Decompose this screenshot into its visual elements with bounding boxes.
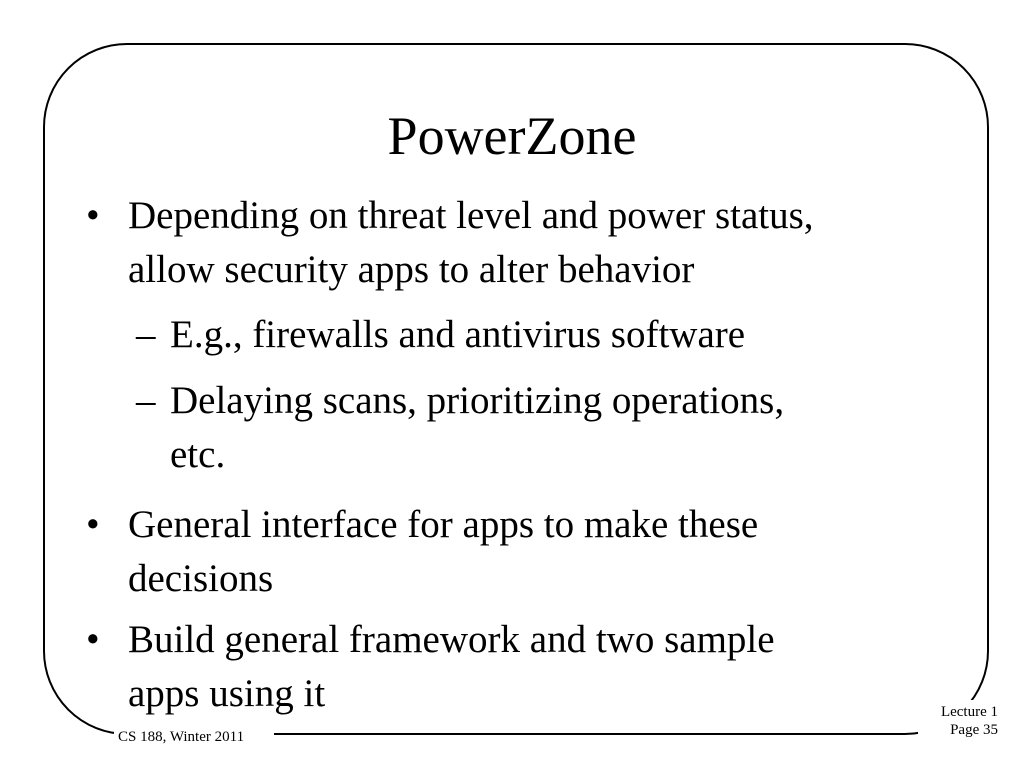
footer-lecture: Lecture 1: [940, 704, 998, 720]
sub-bullet-line: Delaying scans, prioritizing operations,: [170, 379, 785, 422]
bullet-mark: •: [86, 194, 100, 237]
sub-bullet-text: [170, 374, 784, 482]
sub-bullet-text: [170, 308, 745, 362]
sub-bullet-line: etc.: [170, 433, 226, 476]
footer-course: CS 188, Winter 2011: [118, 729, 245, 745]
bullet-text: [128, 498, 758, 606]
sub-bullet-line: E.g., firewalls and antivirus software: [170, 313, 746, 356]
bullet-mark: •: [86, 618, 100, 661]
bullet-line: General interface for apps to make these: [128, 503, 759, 546]
bullet-mark: •: [86, 503, 100, 546]
bullet-line: Build general framework and two sample: [128, 618, 775, 661]
bullet-line: decisions: [128, 557, 274, 600]
bullet-line: apps using it: [128, 672, 326, 715]
slide-title: PowerZone: [387, 106, 637, 166]
sub-bullet-mark: –: [136, 313, 156, 356]
bullet-text: [128, 613, 775, 721]
footer-page-info: [928, 703, 998, 739]
bullet-text: [128, 189, 814, 297]
bullet-line: allow security apps to alter behavior: [128, 248, 695, 291]
footer-page-number: Page 35: [950, 722, 998, 738]
bullet-line: Depending on threat level and power status,: [128, 194, 814, 237]
sub-bullet-mark: –: [136, 379, 156, 422]
